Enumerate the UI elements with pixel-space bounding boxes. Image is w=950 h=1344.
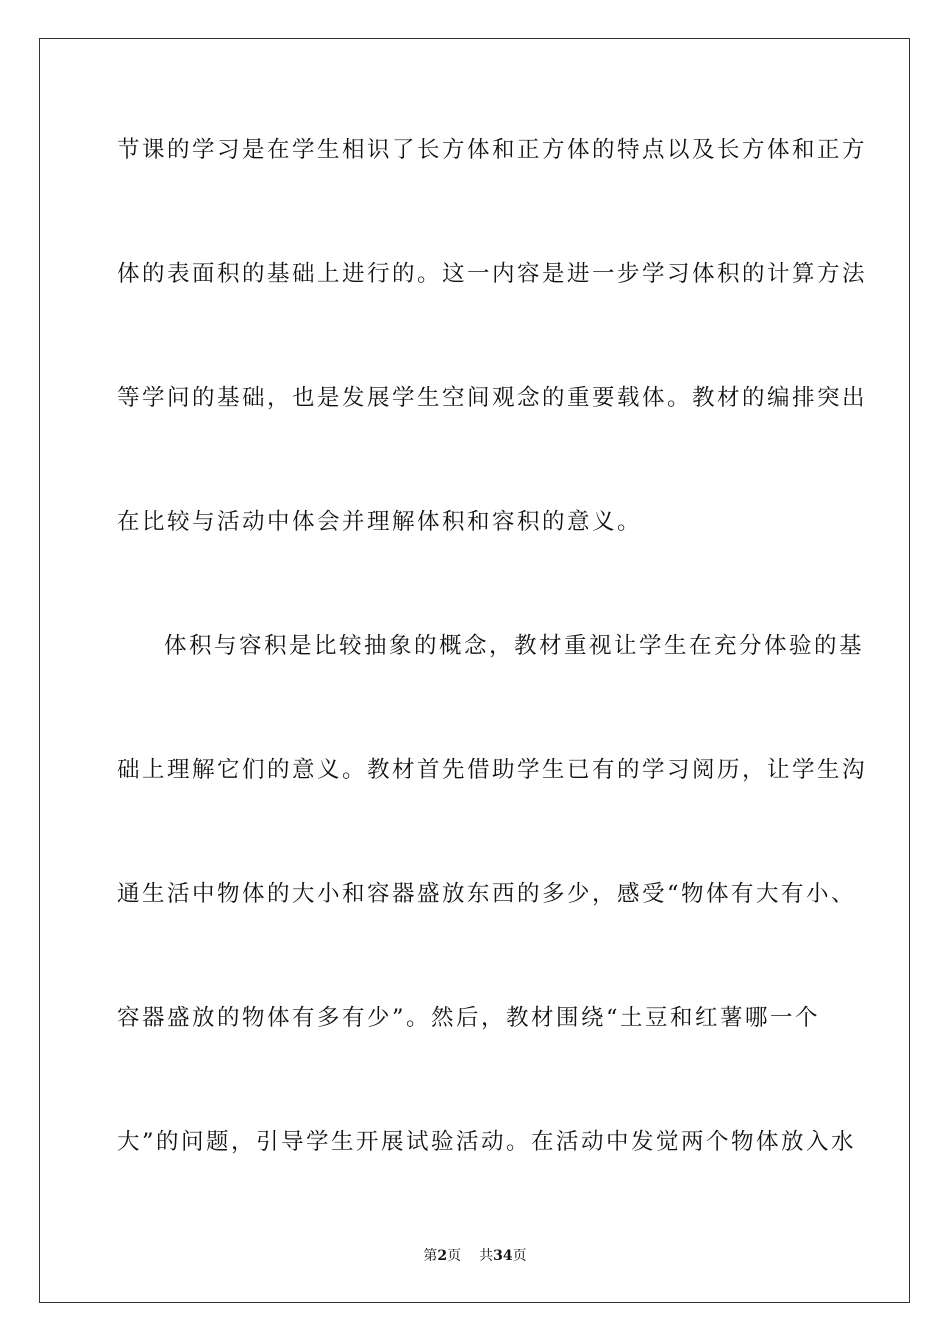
footer-total-suffix: 页: [512, 1248, 527, 1264]
paragraph-2-line-2: 础上理解它们的意义。教材首先借助学生已有的学习阅历，让学生沟: [117, 757, 868, 783]
footer-total-prefix: 共: [479, 1248, 494, 1264]
footer-page-number: 2: [437, 1248, 448, 1264]
page-frame: [39, 38, 910, 1303]
paragraph-2-line-3: 通生活中物体的大小和容器盛放东西的多少，感受“物体有大有小、: [117, 881, 857, 907]
body-line-4: 在比较与活动中体会并理解体积和容积的意义。: [117, 509, 643, 535]
page-footer: [0, 1246, 950, 1266]
footer-page-prefix: 第: [423, 1248, 438, 1264]
body-line-3: 等学问的基础，也是发展学生空间观念的重要载体。教材的编排突出: [117, 385, 868, 411]
body-line-2: 体的表面积的基础上进行的。这一内容是进一步学习体积的计算方法: [117, 261, 868, 287]
paragraph-2-line-1: 体积与容积是比较抽象的概念，教材重视让学生在充分体验的基: [164, 633, 865, 659]
footer-page-suffix: 页: [447, 1248, 462, 1264]
paragraph-2-line-5: 大”的问题，引导学生开展试验活动。在活动中发觉两个物体放入水: [117, 1129, 857, 1155]
body-line-1: 节课的学习是在学生相识了长方体和正方体的特点以及长方体和正方: [117, 137, 868, 163]
paragraph-2-line-4: 容器盛放的物体有多有少”。然后，教材围绕“土豆和红薯哪一个: [117, 1005, 821, 1031]
footer-total-pages: 34: [493, 1248, 513, 1264]
